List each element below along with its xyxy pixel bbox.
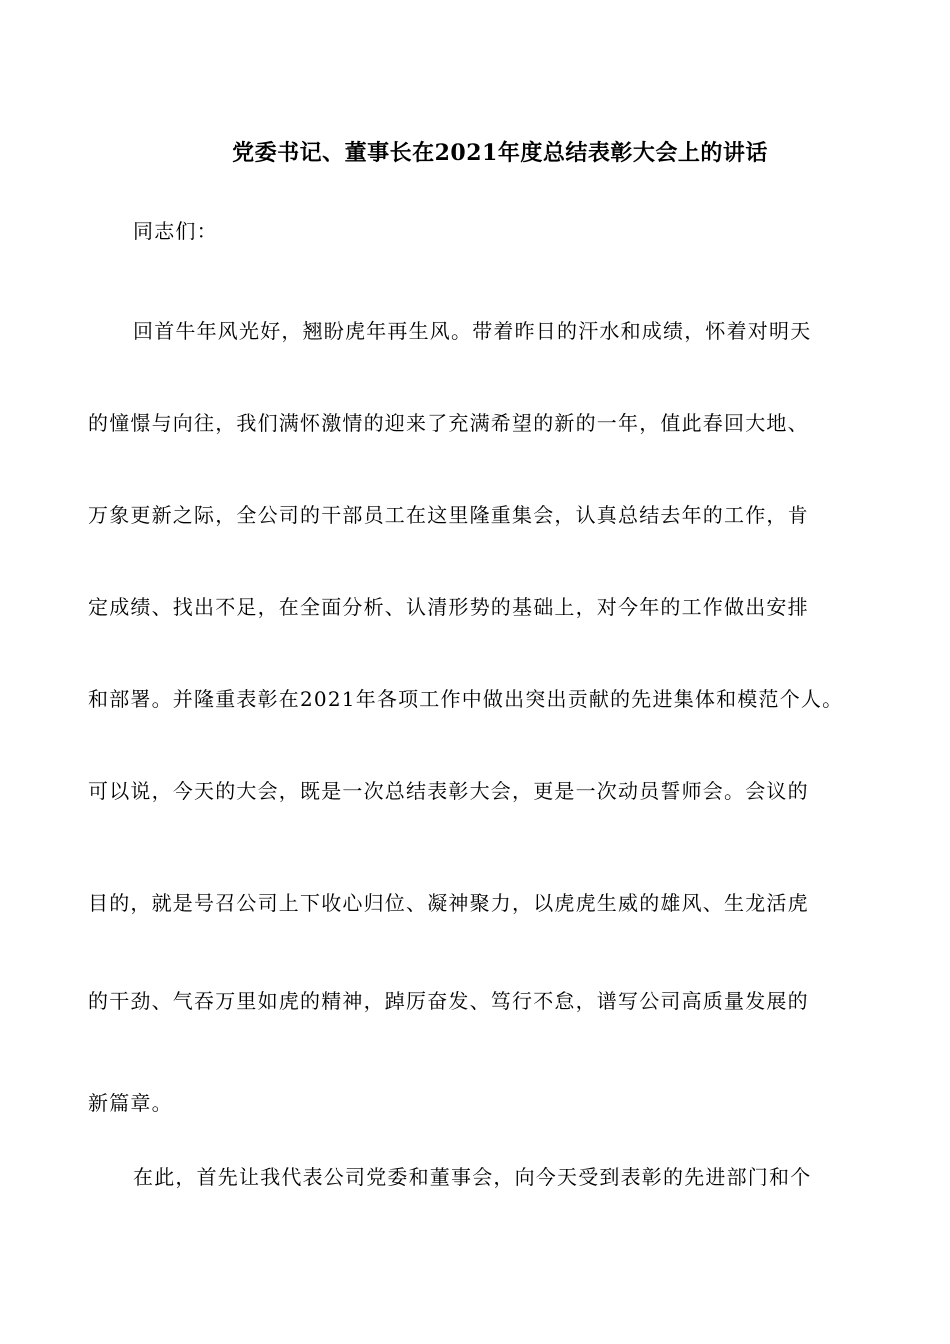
paragraph-line: 的憧憬与向往，我们满怀激情的迎来了充满希望的新的一年，值此春回大地、 <box>88 411 809 435</box>
paragraph-line: 和部署。并隆重表彰在2021年各项工作中做出突出贡献的先进集体和模范个人。 <box>88 687 844 711</box>
paragraph-line: 可以说，今天的大会，既是一次总结表彰大会，更是一次动员誓师会。会议的 <box>88 779 809 803</box>
salutation: 同志们： <box>133 219 218 243</box>
paragraph-line: 定成绩、找出不足，在全面分析、认清形势的基础上，对今年的工作做出安排 <box>88 595 809 619</box>
paragraph-line: 万象更新之际，全公司的干部员工在这里隆重集会，认真总结去年的工作，肯 <box>88 503 809 527</box>
paragraph-line: 新篇章。 <box>88 1091 173 1115</box>
document-title: 党委书记、董事长在2021年度总结表彰大会上的讲话 <box>232 140 768 166</box>
paragraph-line: 在此，首先让我代表公司党委和董事会，向今天受到表彰的先进部门和个 <box>133 1165 812 1189</box>
paragraph-line: 的干劲、气吞万里如虎的精神，踔厉奋发、笃行不怠，谱写公司高质量发展的 <box>88 989 809 1013</box>
paragraph-line: 回首牛年风光好，翘盼虎年再生风。带着昨日的汗水和成绩，怀着对明天 <box>133 319 812 343</box>
paragraph-line: 目的，就是号召公司上下收心归位、凝神聚力，以虎虎生威的雄风、生龙活虎 <box>88 891 809 915</box>
